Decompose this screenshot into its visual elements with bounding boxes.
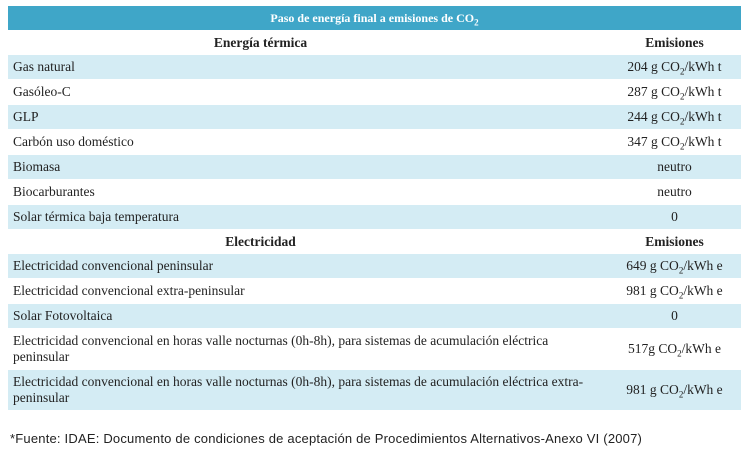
row-label: Electricidad convencional en horas valle nocturnas (0h-8h), para sistemas de acumulación eléctrica extra-peninsular: [8, 370, 608, 411]
row-label: Gas natural: [8, 55, 608, 80]
row-label: Electricidad convencional en horas valle nocturnas (0h-8h), para sistemas de acumulación eléctrica peninsular: [8, 329, 608, 370]
section-header-row: [8, 230, 741, 254]
table-row: [8, 130, 741, 155]
row-value: 517g $CO_2$/kWh e: [608, 329, 741, 370]
row-value: 244 g $CO_2$/kWh t: [608, 105, 741, 130]
row-value: 0: [608, 205, 741, 230]
row-label: GLP: [8, 105, 608, 130]
row-value: neutro: [608, 180, 741, 205]
row-label: Carbón uso doméstico: [8, 130, 608, 155]
table-row: [8, 80, 741, 105]
table-row: [8, 105, 741, 130]
row-label: Biocarburantes: [8, 180, 608, 205]
table-row: [8, 304, 741, 329]
table-row: [8, 205, 741, 230]
row-label: Electricidad convencional extra-peninsular: [8, 279, 608, 304]
row-label: Solar térmica baja temperatura: [8, 205, 608, 230]
row-value: 649 g $CO_2$/kWh e: [608, 254, 741, 279]
table-row: [8, 55, 741, 80]
row-value: neutro: [608, 155, 741, 180]
section-header-thermal: Energía térmica: [8, 31, 608, 55]
row-value: 347 g $CO_2$/kWh t: [608, 130, 741, 155]
row-value: 0: [608, 304, 741, 329]
row-value: 204 g $CO_2$/kWh t: [608, 55, 741, 80]
row-label: Biomasa: [8, 155, 608, 180]
value-header-thermal: Emisiones: [608, 31, 741, 55]
row-value: 981 g $CO_2$/kWh e: [608, 370, 741, 411]
row-value: 287 g $CO_2$/kWh t: [608, 80, 741, 105]
row-label: Gasóleo-C: [8, 80, 608, 105]
row-value: 981 g $CO_2$/kWh e: [608, 279, 741, 304]
table-row: [8, 180, 741, 205]
table-title-row: [8, 6, 741, 31]
value-header-electricity: Emisiones: [608, 230, 741, 254]
emissions-table-container: [8, 6, 741, 411]
table-row: [8, 155, 741, 180]
table-title: Paso de energía final a emisiones de $CO_2$: [8, 6, 741, 31]
row-label: Electricidad convencional peninsular: [8, 254, 608, 279]
section-header-electricity: Electricidad: [8, 230, 608, 254]
emissions-table: [8, 6, 741, 411]
table-row: [8, 254, 741, 279]
table-row: [8, 329, 741, 370]
table-row: [8, 279, 741, 304]
row-label: Solar Fotovoltaica: [8, 304, 608, 329]
section-header-row: [8, 31, 741, 55]
table-row: [8, 370, 741, 411]
source-footnote: *Fuente: IDAE: Documento de condiciones de aceptación de Procedimientos Alternativos-Anexo VI (2007): [10, 431, 643, 446]
